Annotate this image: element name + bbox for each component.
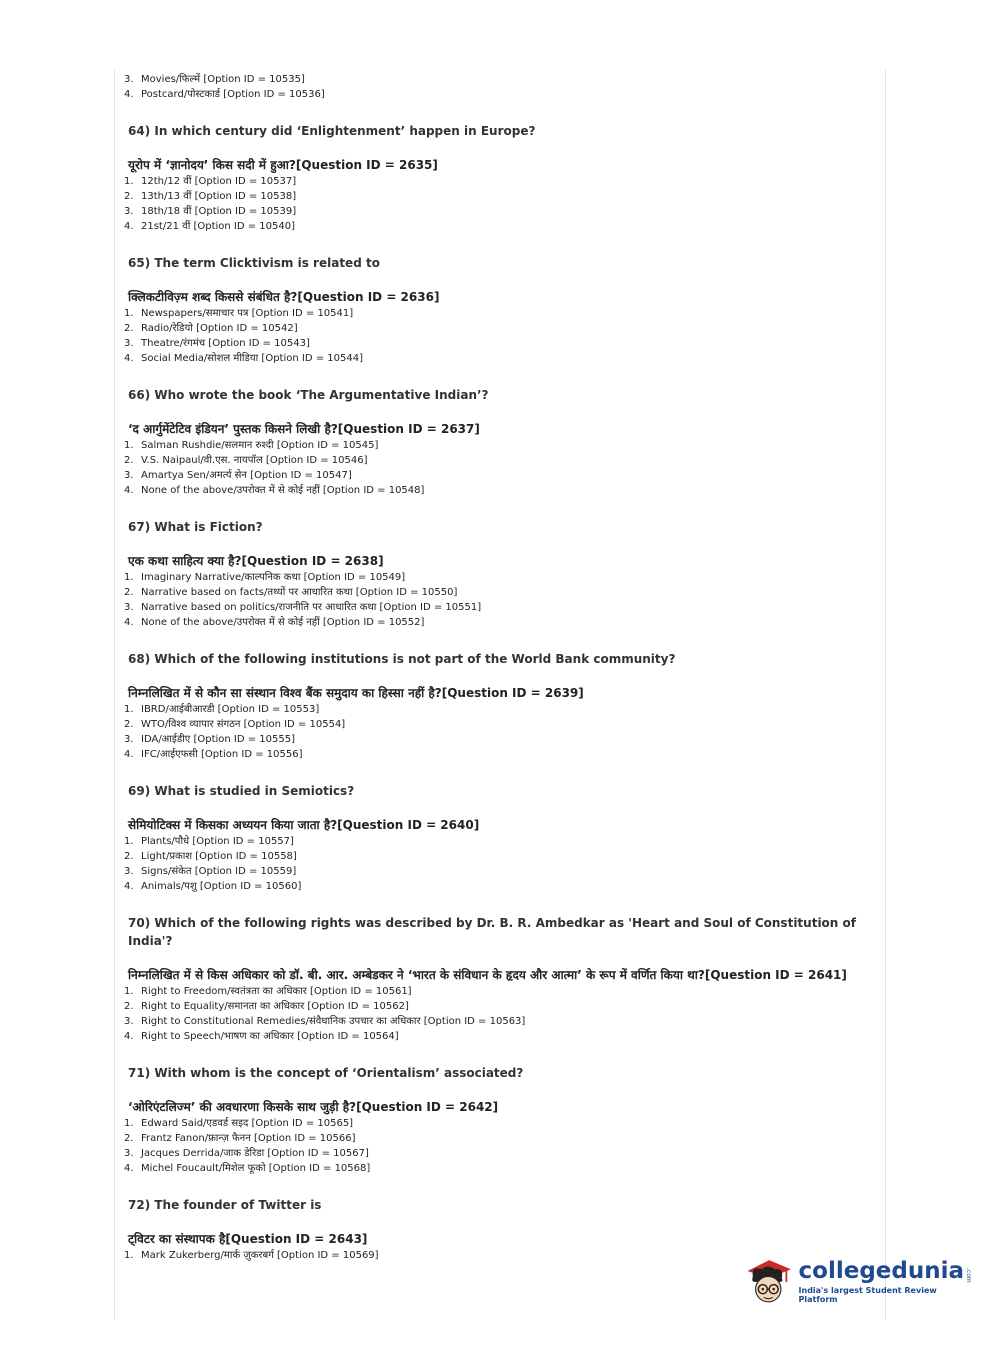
option-number: 2. (124, 587, 134, 598)
option-text: IFC/आईएफसी [Option ID = 10556] (141, 749, 303, 760)
question-text-hindi: ‘द आर्गुमेंटेटिव इंडियन’ पुस्तक किसने लिखी है?[Question ID = 2637] (128, 422, 480, 436)
option-number: 2. (124, 455, 134, 466)
option-number: 2. (124, 323, 134, 334)
option-text: Radio/रेडियो [Option ID = 10542] (141, 323, 298, 334)
option-number: 3. (124, 206, 134, 217)
option-row (124, 747, 872, 762)
option-number: 4. (124, 617, 134, 628)
question-block (124, 254, 872, 366)
option-row (124, 468, 872, 483)
option-number: 1. (124, 986, 134, 997)
option-row (124, 321, 872, 336)
option-text: 21st/21 वीं [Option ID = 10540] (141, 221, 296, 232)
option-row (124, 72, 872, 87)
option-row (124, 351, 872, 366)
question-text-english: 67) What is Fiction? (128, 520, 263, 534)
question-text-hindi: यूरोप में ‘ज्ञानोदय’ किस सदी में हुआ?[Question ID = 2635] (128, 158, 438, 172)
option-text: Salman Rushdie/सलमान रुश्दी [Option ID = 10545] (141, 440, 379, 451)
option-row (124, 189, 872, 204)
question-block (124, 1064, 872, 1176)
option-text: Jacques Derrida/जाक डेरिडा [Option ID = 10567] (141, 1148, 369, 1159)
option-text: Newspapers/समाचार पत्र [Option ID = 10541] (141, 308, 354, 319)
question-text-english: 72) The founder of Twitter is (128, 1198, 322, 1212)
option-number: 2. (124, 1133, 134, 1144)
option-text: Right to Equality/समानता का अधिकार [Option ID = 10562] (141, 1001, 409, 1012)
option-text: Social Media/सोशल मीडिया [Option ID = 10544] (141, 353, 363, 364)
option-text: Right to Speech/भाषण का अधिकार [Option ID = 10564] (141, 1031, 399, 1042)
option-row (124, 615, 872, 630)
question-text-english: 64) In which century did ‘Enlightenment’ happen in Europe? (128, 124, 536, 138)
option-text: IDA/आईडीए [Option ID = 10555] (141, 734, 296, 745)
option-number: 1. (124, 1250, 134, 1261)
question-text-english: 70) Which of the following rights was described by Dr. B. R. Ambedkar as 'Heart and Soul of Constitution of India'? (128, 916, 856, 948)
option-row (124, 1014, 872, 1029)
option-number: 3. (124, 734, 134, 745)
option-text: 12th/12 वीं [Option ID = 10537] (141, 176, 297, 187)
option-number: 3. (124, 1148, 134, 1159)
option-number: 1. (124, 176, 134, 187)
question-text-english: 65) The term Clicktivism is related to (128, 256, 380, 270)
option-text: Michel Foucault/मिशेल फूको [Option ID = 10568] (141, 1163, 371, 1174)
option-row (124, 87, 872, 102)
option-number: 1. (124, 440, 134, 451)
option-text: Theatre/रंगमंच [Option ID = 10543] (141, 338, 310, 349)
logo-text (799, 1258, 972, 1304)
question-text-hindi: निम्नलिखित में से कौन सा संस्थान विश्व बैंक समुदाय का हिस्सा नहीं है?[Question ID = 2639] (128, 686, 584, 700)
question-block (124, 650, 872, 762)
question-block (124, 782, 872, 894)
question-text-hindi: ‘ओरिएंटलिज्म’ की अवधारणा किसके साथ जुड़ी है?[Question ID = 2642] (128, 1100, 499, 1114)
option-row (124, 600, 872, 615)
option-number: 4. (124, 1031, 134, 1042)
option-text: Light/प्रकाश [Option ID = 10558] (141, 851, 297, 862)
option-text: None of the above/उपरोक्त में से कोई नहीं [Option ID = 10552] (141, 617, 425, 628)
option-text: Movies/फिल्में [Option ID = 10535] (141, 74, 305, 85)
option-number: 4. (124, 749, 134, 760)
question-text-english: 68) Which of the following institutions is not part of the World Bank community? (128, 652, 676, 666)
option-row (124, 204, 872, 219)
option-text: Narrative based on politics/राजनीति पर आधारित कथा [Option ID = 10551] (141, 602, 482, 613)
option-row (124, 336, 872, 351)
option-row (124, 438, 872, 453)
option-number: 4. (124, 221, 134, 232)
option-row (124, 585, 872, 600)
option-row (124, 717, 872, 732)
question-list (124, 72, 872, 1263)
option-row (124, 702, 872, 717)
option-text: 13th/13 वीं [Option ID = 10538] (141, 191, 297, 202)
option-row (124, 864, 872, 879)
option-text: Animals/पशु [Option ID = 10560] (141, 881, 302, 892)
option-row (124, 483, 872, 498)
option-number: 2. (124, 1001, 134, 1012)
option-number: 4. (124, 485, 134, 496)
question-block (124, 914, 872, 1044)
option-row (124, 306, 872, 321)
option-text: None of the above/उपरोक्त में से कोई नहीं [Option ID = 10548] (141, 485, 425, 496)
collegedunia-logo (742, 1250, 972, 1312)
option-row (124, 984, 872, 999)
option-number: 4. (124, 353, 134, 364)
option-row (124, 732, 872, 747)
option-row (124, 219, 872, 234)
question-text-hindi: निम्नलिखित में से किस अधिकार को डॉ. बी. आर. अम्बेडकर ने ‘भारत के संविधान के हृदय और आत्मा’ के रूप में वर्णित किया था?[Question ID = 2641] (128, 968, 847, 982)
option-text: Right to Freedom/स्वतंत्रता का अधिकार [Option ID = 10561] (141, 986, 412, 997)
questions (124, 122, 872, 1263)
option-text: Frantz Fanon/फ्रान्ज़ फैनन [Option ID = 10566] (141, 1133, 356, 1144)
option-number: 1. (124, 572, 134, 583)
option-number: 1. (124, 836, 134, 847)
option-row (124, 834, 872, 849)
option-number: 2. (124, 719, 134, 730)
question-text-hindi: सेमियोटिक्स में किसका अध्ययन किया जाता है?[Question ID = 2640] (128, 818, 480, 832)
option-number: 1. (124, 308, 134, 319)
question-text-hindi: क्लिकटीविज़्म शब्द किससे संबंधित है?[Question ID = 2636] (128, 290, 440, 304)
option-number: 4. (124, 89, 134, 100)
option-text: 18th/18 वीं [Option ID = 10539] (141, 206, 297, 217)
option-row (124, 999, 872, 1014)
option-text: WTO/विश्व व्यापार संगठन [Option ID = 10554] (141, 719, 346, 730)
question-text-english: 71) With whom is the concept of ‘Orientalism’ associated? (128, 1066, 524, 1080)
logo-brand: collegedunia (798, 1258, 964, 1284)
option-text: Imaginary Narrative/काल्पनिक कथा [Option ID = 10549] (141, 572, 406, 583)
option-text: Right to Constitutional Remedies/संवैधानिक उपचार का अधिकार [Option ID = 10563] (141, 1016, 526, 1027)
option-number: 3. (124, 866, 134, 877)
question-text-hindi: ट्विटर का संस्थापक है[Question ID = 2643] (128, 1232, 368, 1246)
option-row (124, 1116, 872, 1131)
option-text: Edward Said/एडवर्ड सइद [Option ID = 10565] (141, 1118, 354, 1129)
option-row (124, 1131, 872, 1146)
option-row (124, 1161, 872, 1176)
option-text: Postcard/पोस्टकार्ड [Option ID = 10536] (141, 89, 325, 100)
question-text-hindi: एक कथा साहित्य क्या है?[Question ID = 2638] (128, 554, 384, 568)
option-row (124, 879, 872, 894)
option-number: 3. (124, 602, 134, 613)
option-number: 4. (124, 1163, 134, 1174)
option-text: V.S. Naipaul/वी.एस. नायपॉल [Option ID = 10546] (141, 455, 368, 466)
question-text-english: 69) What is studied in Semiotics? (128, 784, 355, 798)
mascot-icon (742, 1252, 795, 1310)
option-row (124, 453, 872, 468)
option-text: IBRD/आईबीआरडी [Option ID = 10553] (141, 704, 320, 715)
option-row (124, 849, 872, 864)
option-text: Narrative based on facts/तथ्यों पर आधारित कथा [Option ID = 10550] (141, 587, 458, 598)
option-number: 1. (124, 704, 134, 715)
question-block (124, 518, 872, 630)
option-text: Amartya Sen/अमर्त्य सेन [Option ID = 10547] (141, 470, 352, 481)
logo-tagline: India's largest Student Review Platform (798, 1286, 937, 1304)
option-number: 1. (124, 1118, 134, 1129)
option-row (124, 1029, 872, 1044)
option-number: 3. (124, 338, 134, 349)
option-number: 4. (124, 881, 134, 892)
logo-domain-mark: .com (965, 1268, 972, 1283)
option-text: Mark Zukerberg/मार्क ज़ुकरबर्ग [Option ID = 10569] (141, 1250, 379, 1261)
question-block (124, 122, 872, 234)
question-block (124, 386, 872, 498)
option-row (124, 570, 872, 585)
option-number: 3. (124, 1016, 134, 1027)
leading-options (124, 72, 872, 102)
option-text: Signs/संकेत [Option ID = 10559] (141, 866, 297, 877)
option-number: 3. (124, 470, 134, 481)
option-number: 2. (124, 851, 134, 862)
option-row (124, 174, 872, 189)
option-number: 3. (124, 74, 134, 85)
question-text-english: 66) Who wrote the book ‘The Argumentative Indian’? (128, 388, 489, 402)
option-number: 2. (124, 191, 134, 202)
option-row (124, 1146, 872, 1161)
option-text: Plants/पौधे [Option ID = 10557] (141, 836, 294, 847)
